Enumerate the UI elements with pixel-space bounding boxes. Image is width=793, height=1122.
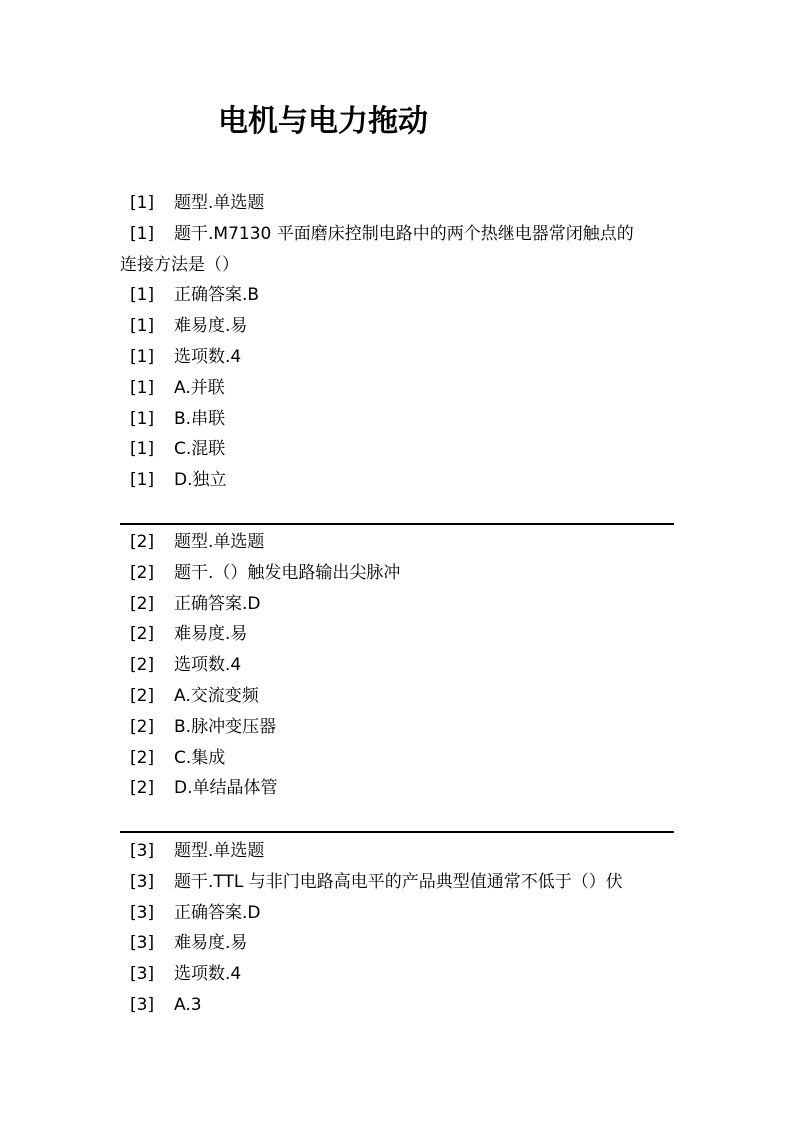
option-count: 选项数.4 <box>174 964 242 985</box>
difficulty: 难易度.易 <box>174 933 248 954</box>
question-index: [1] <box>130 470 155 491</box>
question-index: [2] <box>130 532 155 552</box>
option-text: B.脉冲变压器 <box>174 716 277 737</box>
question-type-line <box>120 836 680 867</box>
option-text: B.串联 <box>174 408 226 429</box>
question-stem-continued: 连接方法是（） <box>120 254 239 275</box>
difficulty-line <box>120 619 680 650</box>
option-a <box>120 373 680 404</box>
question-type: 题型.单选题 <box>174 532 265 552</box>
correct-answer: 正确答案.D <box>174 902 261 923</box>
option-text: A.3 <box>174 994 202 1015</box>
option-text: C.集成 <box>174 747 226 768</box>
question-index: [2] <box>130 685 155 706</box>
question-index: [3] <box>130 841 155 861</box>
question-stem: 题干.M7130 平面磨床控制电路中的两个热继电器常闭触点的 <box>174 223 634 244</box>
option-text: A.交流变频 <box>174 685 259 706</box>
difficulty-line <box>120 311 680 342</box>
question-type: 题型.单选题 <box>174 841 265 861</box>
document-title: 电机与电力拖动 <box>218 104 428 139</box>
option-a <box>120 681 680 712</box>
option-a <box>120 990 680 1021</box>
question-index: [3] <box>130 933 155 954</box>
question-index: [2] <box>130 593 155 614</box>
question-index: [2] <box>130 747 155 768</box>
question-stem: 题干.TTL 与非门电路高电平的产品典型值通常不低于（）伏 <box>174 871 623 892</box>
question-index: [1] <box>130 316 155 337</box>
option-text: D.独立 <box>174 470 227 491</box>
question-index: [2] <box>130 562 155 583</box>
question-index: [3] <box>130 871 155 892</box>
question-stem-line <box>120 558 680 589</box>
option-text: A.并联 <box>174 377 225 398</box>
question-stem-line <box>120 867 680 898</box>
question-stem: 题干.（）触发电路输出尖脉冲 <box>174 562 401 583</box>
question-stem-continuation <box>120 250 680 281</box>
question-index: [1] <box>130 439 155 460</box>
question-type-line <box>120 188 680 219</box>
option-count-line <box>120 342 680 373</box>
question-index: [2] <box>130 778 155 799</box>
option-count: 选项数.4 <box>174 346 242 367</box>
option-count-line <box>120 650 680 681</box>
answer-line <box>120 280 680 311</box>
question-2 <box>120 527 680 804</box>
question-index: [2] <box>130 624 155 645</box>
correct-answer: 正确答案.B <box>174 285 260 306</box>
question-stem-line <box>120 219 680 250</box>
question-3 <box>120 836 680 1021</box>
question-index: [2] <box>130 716 155 737</box>
question-type: 题型.单选题 <box>174 193 265 213</box>
difficulty: 难易度.易 <box>174 624 248 645</box>
question-index: [1] <box>130 285 155 306</box>
answer-line <box>120 589 680 620</box>
question-index: [1] <box>130 346 155 367</box>
question-index: [1] <box>130 223 155 244</box>
option-c <box>120 434 680 465</box>
option-b <box>120 404 680 435</box>
answer-line <box>120 898 680 929</box>
question-index: [2] <box>130 655 155 676</box>
difficulty: 难易度.易 <box>174 316 248 337</box>
question-1 <box>120 188 680 496</box>
option-c <box>120 743 680 774</box>
option-count: 选项数.4 <box>174 655 242 676</box>
question-index: [3] <box>130 994 155 1015</box>
option-d <box>120 773 680 804</box>
option-text: D.单结晶体管 <box>174 778 278 799</box>
question-index: [3] <box>130 902 155 923</box>
question-index: [1] <box>130 408 155 429</box>
section-divider <box>120 523 674 525</box>
question-index: [1] <box>130 377 155 398</box>
correct-answer: 正确答案.D <box>174 593 261 614</box>
question-index: [1] <box>130 193 155 213</box>
section-divider <box>120 831 674 833</box>
option-text: C.混联 <box>174 439 226 460</box>
difficulty-line <box>120 928 680 959</box>
option-count-line <box>120 959 680 990</box>
question-type-line <box>120 527 680 558</box>
option-d <box>120 465 680 496</box>
question-index: [3] <box>130 964 155 985</box>
option-b <box>120 712 680 743</box>
